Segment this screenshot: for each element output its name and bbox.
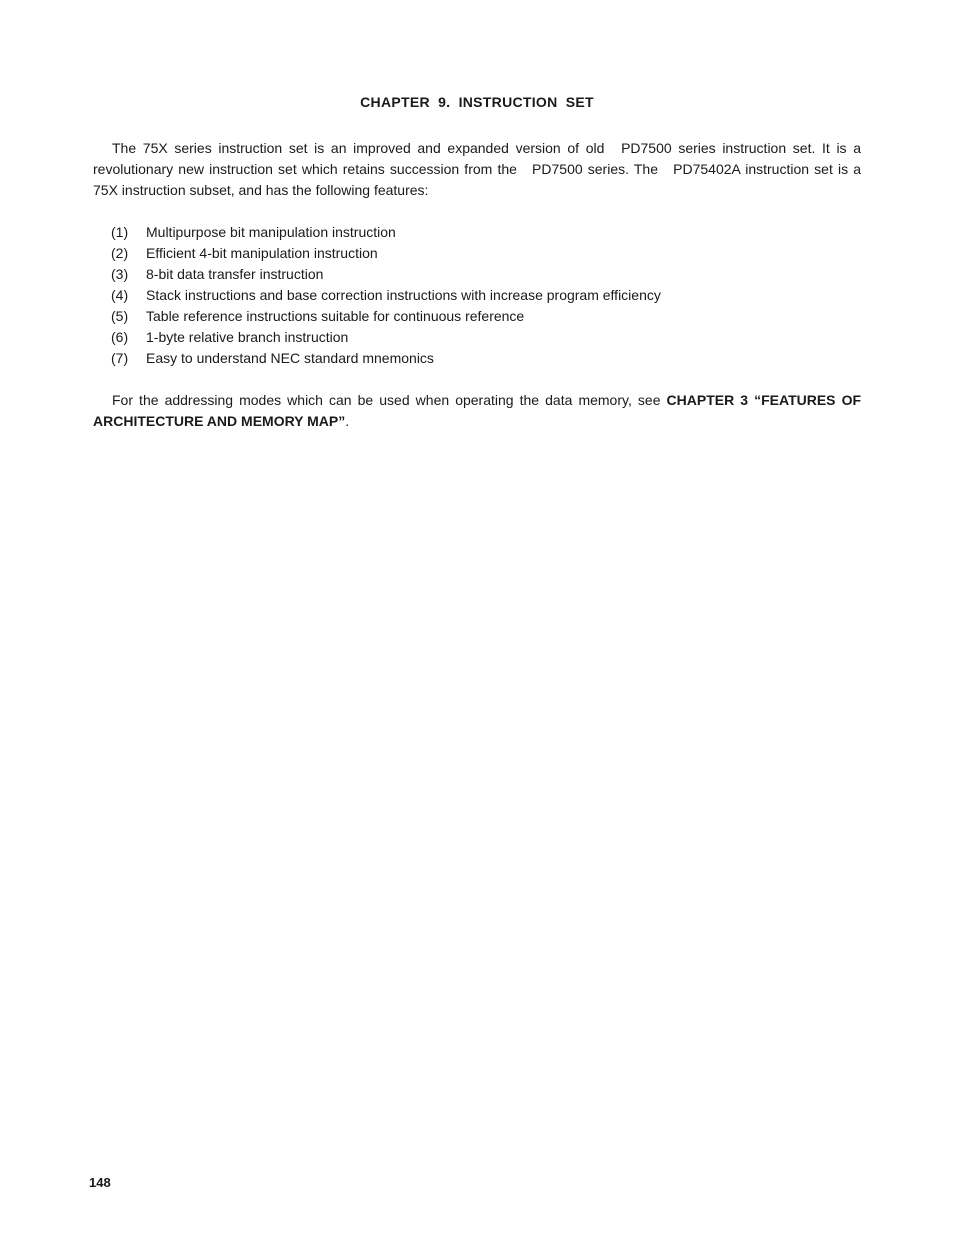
- list-item-text: Stack instructions and base correction instructions with increase program efficiency: [146, 287, 661, 303]
- list-item-text: Easy to understand NEC standard mnemonics: [146, 350, 434, 366]
- chapter-title: CHAPTER 9. INSTRUCTION SET: [360, 94, 594, 110]
- list-item-text: Efficient 4-bit manipulation instruction: [146, 245, 378, 261]
- list-item-number: (6): [111, 329, 129, 345]
- list-item-number: (3): [111, 266, 129, 282]
- list-item: [111, 306, 661, 327]
- list-item-number: (4): [111, 287, 129, 303]
- list-item-number: (1): [111, 224, 129, 240]
- list-item-text: Multipurpose bit manipulation instruction: [146, 224, 396, 240]
- intro-paragraph: [93, 138, 861, 201]
- list-item-number: (2): [111, 245, 129, 261]
- chapter-reference: CHAPTER 3 “FEATURES OF ARCHITECTURE AND MEMORY MAP”: [93, 392, 862, 429]
- list-item: [111, 285, 661, 306]
- list-item: [111, 327, 661, 348]
- list-item: [111, 264, 661, 285]
- addressing-paragraph: [93, 390, 861, 432]
- list-item-number: (7): [111, 350, 129, 366]
- list-item-text: 8-bit data transfer instruction: [146, 266, 324, 282]
- list-item-text: Table reference instructions suitable for continuous reference: [146, 308, 525, 324]
- intro-text-4: PD75402A instruction set is a 75X instruction subset, and has the following features:: [93, 161, 862, 198]
- list-item: [111, 222, 661, 243]
- list-item: [111, 243, 661, 264]
- intro-text-2: PD7500 series instruction set. It is a revolutionary new instruction set which retains succession from the: [93, 140, 862, 177]
- feature-list: [111, 222, 661, 369]
- addressing-end: .: [345, 413, 350, 429]
- addressing-text: For the addressing modes which can be used when operating the data memory, see: [112, 392, 661, 408]
- list-item-text: 1-byte relative branch instruction: [146, 329, 349, 345]
- intro-text-3: PD7500 series. The: [532, 161, 659, 177]
- intro-text-1: The 75X series instruction set is an improved and expanded version of old: [112, 140, 605, 156]
- page-number: 148: [89, 1175, 111, 1190]
- list-item: [111, 348, 661, 369]
- list-item-number: (5): [111, 308, 129, 324]
